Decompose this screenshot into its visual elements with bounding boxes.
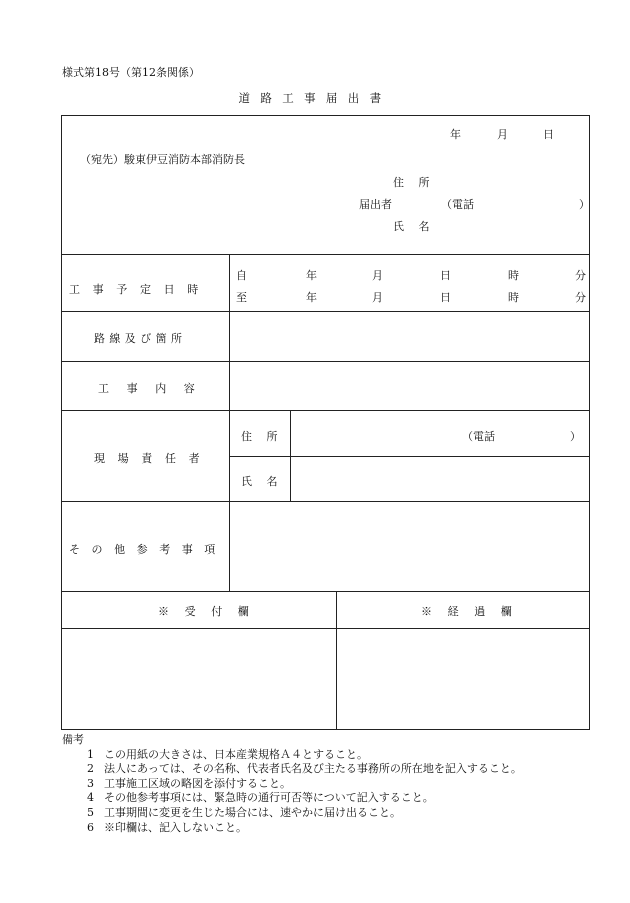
note-text: 工事期間に変更を生じた場合には、速やかに届け出ること。 [104, 805, 401, 819]
date-month-label: 月 [497, 128, 508, 141]
form-number: 様式第18号（第12条関係） [62, 66, 200, 79]
schedule-label: 工事予定日時 [69, 283, 211, 296]
note-number: 6 [87, 820, 94, 834]
column-divider [336, 591, 337, 730]
content-label: 工事内容 [98, 382, 213, 395]
schedule-to-month: 月 [372, 291, 383, 304]
schedule-to-day: 日 [440, 291, 451, 304]
content-input-area[interactable] [230, 362, 589, 409]
notifier-label: 届出者 [359, 198, 392, 211]
row-divider [61, 628, 590, 629]
note-item [62, 821, 522, 836]
note-number: 3 [87, 776, 94, 790]
note-item [62, 762, 522, 777]
schedule-from-year: 年 [306, 269, 317, 282]
other-notes-label: その他参考事項 [69, 543, 227, 556]
note-text: この用紙の大きさは、日本産業規格Ａ４とすること。 [104, 747, 368, 761]
notes-list [62, 748, 522, 836]
note-text: 工事施工区域の略図を添付すること。 [104, 776, 291, 790]
addressee: （宛先）駿東伊豆消防本部消防長 [80, 153, 245, 166]
reception-label: ※ 受 付 欄 [158, 605, 255, 618]
note-number: 4 [87, 791, 94, 805]
notes-section [62, 733, 522, 835]
schedule-to-hour: 時 [508, 291, 519, 304]
note-text: 法人にあっては、その名称、代表者氏名及び主たる事務所の所在地を記入すること。 [104, 762, 522, 776]
schedule-from-label: 自 [236, 269, 247, 282]
note-number: 5 [87, 805, 94, 819]
notifier-phone-label: （電話 [441, 198, 474, 211]
route-input-area[interactable] [230, 312, 589, 360]
notifier-address-label: 住 所 [393, 176, 435, 189]
other-notes-input-area[interactable] [230, 502, 589, 590]
row-divider [61, 591, 590, 592]
site-manager-label: 現場責任者 [94, 452, 213, 465]
note-number: 2 [87, 762, 94, 776]
manager-address-label: 住 所 [241, 430, 283, 443]
note-item [62, 806, 522, 821]
note-item [62, 791, 522, 806]
schedule-from-minute: 分 [575, 269, 586, 282]
manager-phone-label: （電話 [462, 430, 495, 443]
note-text: その他参考事項には、緊急時の通行可否等について記入すること。 [104, 791, 434, 805]
date-day-label: 日 [543, 128, 554, 141]
schedule-to-year: 年 [306, 291, 317, 304]
note-item [62, 777, 522, 792]
schedule-from-hour: 時 [508, 269, 519, 282]
manager-address-input[interactable] [291, 411, 589, 455]
manager-name-label: 氏 名 [241, 475, 283, 488]
notifier-name-label: 氏 名 [393, 220, 435, 233]
schedule-to-label: 至 [236, 291, 247, 304]
note-item [62, 748, 522, 763]
note-number: 1 [87, 747, 94, 761]
progress-label: ※ 経 過 欄 [421, 605, 518, 618]
manager-phone-close: ） [570, 430, 581, 443]
schedule-from-month: 月 [372, 269, 383, 282]
manager-name-input[interactable] [291, 457, 589, 500]
row-divider [61, 254, 590, 255]
schedule-to-minute: 分 [575, 291, 586, 304]
schedule-from-day: 日 [440, 269, 451, 282]
date-year-label: 年 [450, 128, 461, 141]
notes-heading: 備考 [62, 733, 84, 746]
route-label: 路線及び箇所 [94, 332, 187, 345]
document-title: 道路工事届出書 [238, 91, 392, 105]
note-text: ※印欄は、記入しないこと。 [104, 820, 247, 834]
notifier-phone-close: ） [579, 198, 590, 211]
